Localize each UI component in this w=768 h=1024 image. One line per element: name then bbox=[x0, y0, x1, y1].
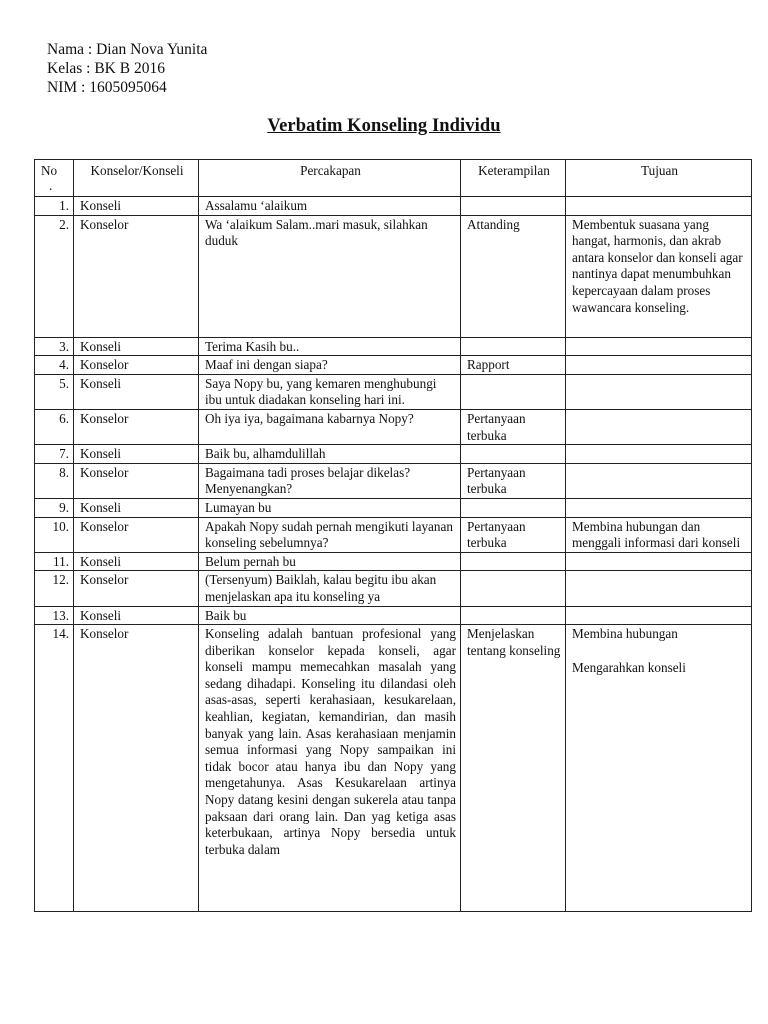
row-number: 2. bbox=[35, 215, 74, 337]
column-header-keterampilan: Keterampilan bbox=[461, 160, 566, 197]
row-role: Konselor bbox=[74, 215, 199, 337]
row-keterampilan bbox=[461, 606, 566, 625]
row-tujuan bbox=[566, 571, 752, 606]
document-title: Verbatim Konseling Individu bbox=[267, 116, 501, 136]
row-keterampilan: Pertanyaan terbuka bbox=[461, 463, 566, 498]
row-keterampilan bbox=[461, 552, 566, 571]
row-role: Konseli bbox=[74, 374, 199, 409]
row-percakapan: Wa ‘alaikum Salam..mari masuk, silahkan duduk bbox=[199, 215, 461, 337]
table-row bbox=[35, 374, 752, 409]
table-row bbox=[35, 498, 752, 517]
row-tujuan bbox=[566, 337, 752, 356]
row-number: 1. bbox=[35, 197, 74, 216]
row-role: Konseli bbox=[74, 337, 199, 356]
row-keterampilan: Attanding bbox=[461, 215, 566, 337]
row-role: Konseli bbox=[74, 606, 199, 625]
column-header-tujuan: Tujuan bbox=[566, 160, 752, 197]
column-header-role: Konselor/Konseli bbox=[74, 160, 199, 197]
row-number: 9. bbox=[35, 498, 74, 517]
row-role: Konselor bbox=[74, 356, 199, 375]
row-percakapan: Oh iya iya, bagaimana kabarnya Nopy? bbox=[199, 409, 461, 444]
row-number: 14. bbox=[35, 625, 74, 912]
row-number: 7. bbox=[35, 445, 74, 464]
table-row bbox=[35, 606, 752, 625]
row-percakapan: Saya Nopy bu, yang kemaren menghubungi ibu untuk diadakan konseling hari ini. bbox=[199, 374, 461, 409]
table-row bbox=[35, 571, 752, 606]
row-percakapan: Konseling adalah bantuan profesional yang diberikan konselor kepada konseli, agar konseli mampu memecahkan masalah yang sedang dihadapi. Konseling itu dilandasi oleh asas-asas, seperti kerahasiaan, kesukarelaan, keahlian, kegiatan, kemandirian, dan masih banyak yang lain. Asas kerahasiaan menjamin semua informasi yang Nopy sampaikan ini tidak bocor atau hanya ibu dan Nopy yang mengetahunya. Asas Kesukarelaan artinya Nopy datang kesini dengan sukerela atau tanpa paksaan dari orang lain. Dan yag ketiga asas keterbukaan, artinya Nopy bersedia untuk terbuka dalam bbox=[199, 625, 461, 912]
table-header-row bbox=[35, 160, 752, 197]
row-tujuan bbox=[566, 463, 752, 498]
column-header-percakapan: Percakapan bbox=[199, 160, 461, 197]
row-keterampilan bbox=[461, 197, 566, 216]
row-keterampilan bbox=[461, 374, 566, 409]
row-tujuan bbox=[566, 625, 752, 912]
row-role: Konselor bbox=[74, 463, 199, 498]
tujuan-item: Mengarahkan konseli bbox=[572, 659, 686, 675]
table-row bbox=[35, 625, 752, 912]
row-percakapan: Bagaimana tadi proses belajar dikelas? Menyenangkan? bbox=[199, 463, 461, 498]
row-tujuan bbox=[566, 197, 752, 216]
row-percakapan: Apakah Nopy sudah pernah mengikuti layanan konseling sebelumnya? bbox=[199, 517, 461, 552]
row-number: 13. bbox=[35, 606, 74, 625]
row-tujuan bbox=[566, 374, 752, 409]
student-nim: NIM : 1605095064 bbox=[47, 79, 167, 96]
row-number: 11. bbox=[35, 552, 74, 571]
row-keterampilan: Pertanyaan terbuka bbox=[461, 409, 566, 444]
column-header-no: No . bbox=[35, 160, 74, 197]
student-class: Kelas : BK B 2016 bbox=[47, 60, 165, 77]
row-role: Konseli bbox=[74, 197, 199, 216]
table-row bbox=[35, 463, 752, 498]
table-row bbox=[35, 356, 752, 375]
row-tujuan: Membentuk suasana yang hangat, harmonis, dan akrab antara konselor dan konseli agar nantinya dapat menumbuhkan kepercayaan dalam proses wawancara konseling. bbox=[566, 215, 752, 337]
row-role: Konselor bbox=[74, 571, 199, 606]
row-tujuan: Membina hubungan dan menggali informasi dari konseli bbox=[566, 517, 752, 552]
row-tujuan bbox=[566, 356, 752, 375]
table-row bbox=[35, 517, 752, 552]
student-name: Nama : Dian Nova Yunita bbox=[47, 41, 208, 58]
row-number: 4. bbox=[35, 356, 74, 375]
table-row bbox=[35, 215, 752, 337]
row-tujuan bbox=[566, 409, 752, 444]
row-role: Konselor bbox=[74, 409, 199, 444]
row-number: 3. bbox=[35, 337, 74, 356]
row-role: Konseli bbox=[74, 498, 199, 517]
row-number: 6. bbox=[35, 409, 74, 444]
row-keterampilan bbox=[461, 445, 566, 464]
row-role: Konselor bbox=[74, 625, 199, 912]
row-number: 5. bbox=[35, 374, 74, 409]
table-row bbox=[35, 552, 752, 571]
row-role: Konseli bbox=[74, 445, 199, 464]
row-number: 8. bbox=[35, 463, 74, 498]
row-tujuan bbox=[566, 552, 752, 571]
table-row bbox=[35, 445, 752, 464]
row-role: Konselor bbox=[74, 517, 199, 552]
table-row bbox=[35, 197, 752, 216]
row-keterampilan bbox=[461, 337, 566, 356]
row-percakapan: Baik bu, alhamdulillah bbox=[199, 445, 461, 464]
row-number: 10. bbox=[35, 517, 74, 552]
row-tujuan bbox=[566, 606, 752, 625]
row-tujuan bbox=[566, 445, 752, 464]
row-percakapan: Terima Kasih bu.. bbox=[199, 337, 461, 356]
table-row bbox=[35, 409, 752, 444]
row-number: 12. bbox=[35, 571, 74, 606]
table-row bbox=[35, 337, 752, 356]
row-keterampilan: Rapport bbox=[461, 356, 566, 375]
row-percakapan: Lumayan bu bbox=[199, 498, 461, 517]
row-tujuan bbox=[566, 498, 752, 517]
row-role: Konseli bbox=[74, 552, 199, 571]
row-percakapan: Belum pernah bu bbox=[199, 552, 461, 571]
row-keterampilan: Pertanyaan terbuka bbox=[461, 517, 566, 552]
tujuan-item: Membina hubungan bbox=[572, 626, 678, 642]
row-percakapan: Assalamu ‘alaikum bbox=[199, 197, 461, 216]
student-info bbox=[47, 40, 207, 97]
row-keterampilan bbox=[461, 571, 566, 606]
row-percakapan: (Tersenyum) Baiklah, kalau begitu ibu akan menjelaskan apa itu konseling ya bbox=[199, 571, 461, 606]
row-percakapan: Maaf ini dengan siapa? bbox=[199, 356, 461, 375]
row-keterampilan: Menjelaskan tentang konseling bbox=[461, 625, 566, 912]
row-keterampilan bbox=[461, 498, 566, 517]
verbatim-table bbox=[34, 159, 752, 912]
row-percakapan: Baik bu bbox=[199, 606, 461, 625]
